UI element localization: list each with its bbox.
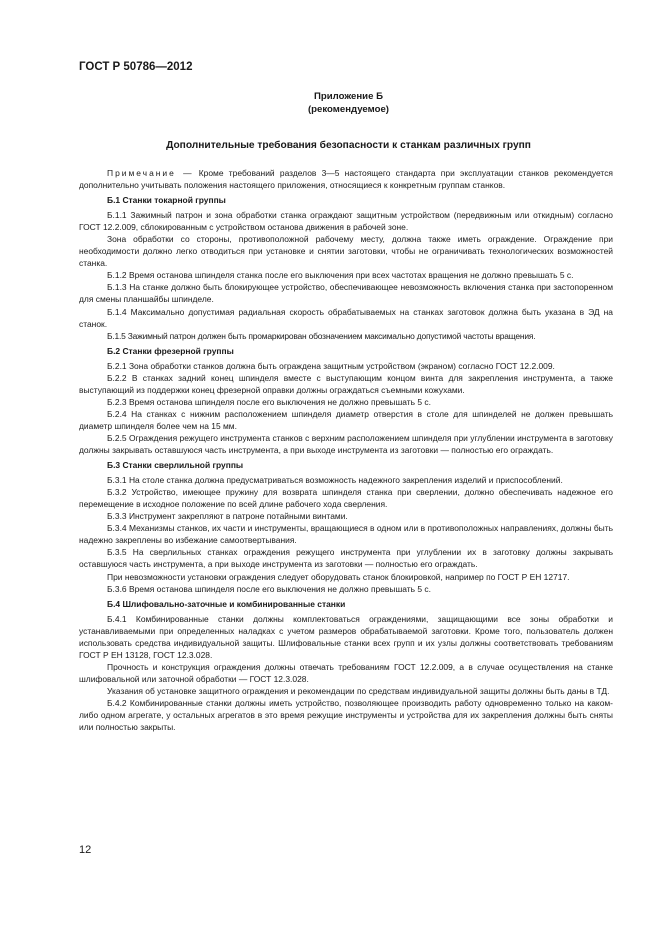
section-heading: Б.1 Станки токарной группы [107,195,226,206]
paragraph: Б.3.5 На сверлильных станках ограждения режущего инструмента при углублении их в заготовку должны закрывать оставшуюся часть инструмента, а при выходе инструмента из заготовки — полностью его ограждать. [79,547,613,570]
document-header: ГОСТ Р 50786—2012 [79,61,193,73]
section-heading: Б.3 Станки сверлильной группы [107,460,244,471]
appendix-title: Приложение Б [314,91,383,102]
paragraph: Б.1.5 Зажимный патрон должен быть промаркирован обозначением максимально допустимой частоты вращения. [107,330,536,341]
section-heading: Б.4 Шлифовально-заточные и комбинированные станки [107,598,346,609]
note-paragraph [79,167,613,191]
paragraph: Б.1.1 Зажимный патрон и зона обработки станка ограждают защитным устройством (передвижным или откидным) согласно ГОСТ 12.2.009, сблокированным с устройством останова движения в рабочей зоне. [79,210,613,233]
paragraph: Б.2.4 На станках с нижним расположением шпинделя диаметр отверстия в столе для шпинделей не должен превышать диаметр шпинделя более чем на 15 мм. [79,408,613,431]
main-title: Дополнительные требования безопасности к станкам различных групп [166,140,531,151]
note-label: Примечание — [107,168,194,178]
appendix-subtitle: (рекомендуемое) [307,104,389,115]
paragraph: Б.1.4 Максимально допустимая радиальная скорость обрабатываемых на станках заготовок должна быть указана в ЭД на станок. [79,306,613,329]
paragraph: Б.2.2 В станках задний конец шпинделя вместе с выступающим концом винта для закрепления инструмента, а также выступающий из поддержки конец фрезерной оправки должны ограждаться съемными кожухами. [79,372,613,395]
paragraph: Б.2.1 Зона обработки станков должна быть ограждена защитным устройством (экраном) согласно ГОСТ 12.2.009. [107,360,555,371]
paragraph: Прочность и конструкция ограждения должны отвечать требованиям ГОСТ 12.2.009, а в случае осуществления на станке шлифовальной или заточной обработки — ГОСТ 12.3.028. [79,661,613,684]
paragraph: Б.3.3 Инструмент закрепляют в патроне потайными винтами. [107,511,348,522]
paragraph: Б.3.6 Время останова шпинделя после его выключения не должно превышать 5 с. [107,583,431,594]
paragraph: Б.2.5 Ограждения режущего инструмента станков с верхним расположением шпинделя при углублении инструмента в заготовку должны закрывать оставшуюся часть инструмента, а при выходе инструмента из заготовки — полностью его ограждать. [79,432,613,456]
appendix-heading [0,90,661,116]
document-body [79,167,613,733]
paragraph: При невозможности установки ограждения следует оборудовать станок блокировкой, например по ГОСТ Р ЕН 12717. [107,571,570,582]
paragraph: Б.2.3 Время останова шпинделя после его выключения не должно превышать 5 с. [107,396,431,407]
paragraph: Указания об установке защитного ограждения и рекомендации по средствам индивидуальной защиты должны быть даны в ТД. [107,685,610,696]
section-heading: Б.2 Станки фрезерной группы [107,345,234,356]
paragraph: Б.1.2 Время останова шпинделя станка после его выключения при всех частотах вращения не должно превышать 5 с. [107,270,574,281]
paragraph: Б.4.1 Комбинированные станки должны комплектоваться ограждениями, защищающими все зоны обработки и устанавливаемыми при определенных наладках с учетом размеров обрабатываемой заготовки. Кроме того, пользователь должен использовать средства индивидуальной защиты. Шлифовальные станки всех групп и их узлы должны соответствовать требованиям ГОСТ Р ЕН 13128, ГОСТ 12.3.028. [79,613,613,660]
paragraph: Зона обработки со стороны, противоположной рабочему месту, должна также иметь ограждение. Ограждение при необходимости должно легко отводиться при установке и снятии заготовки, чтобы не ограничивать технологических возможностей станка. [79,234,613,269]
paragraph: Б.4.2 Комбинированные станки должны иметь устройство, позволяющее производить работу одновременно только на каком-либо одном агрегате, у остальных агрегатов в это время режущие инструменты и устройства для их закрепления должны быть сняты или полностью закрыты. [79,697,613,733]
paragraph: Б.1.3 На станке должно быть блокирующее устройство, обеспечивающее невозможность включения станка при застопоренном для смены планшайбы шпинделе. [79,282,613,305]
note-text: Кроме требований разделов 3—5 настоящего стандарта при эксплуатации станков рекомендуется дополнительно учитывать положения настоящего приложения, относящиеся к конкретным группам станков. [79,168,613,191]
paragraph: Б.3.1 На столе станка должна предусматриваться возможность надежного закрепления изделий и приспособлений. [107,475,563,486]
paragraph: Б.3.2 Устройство, имеющее пружину для возврата шпинделя станка при сверлении, должно обеспечивать надежное его перемещение в исходное положение по всей длине рабочего хода сверления. [79,487,613,510]
paragraph: Б.3.4 Механизмы станков, их части и инструменты, вращающиеся в одном или в противоположных направлениях, должны быть надежно закреплены во избежание самоотвертывания. [79,523,613,546]
page-number: 12 [79,844,92,856]
